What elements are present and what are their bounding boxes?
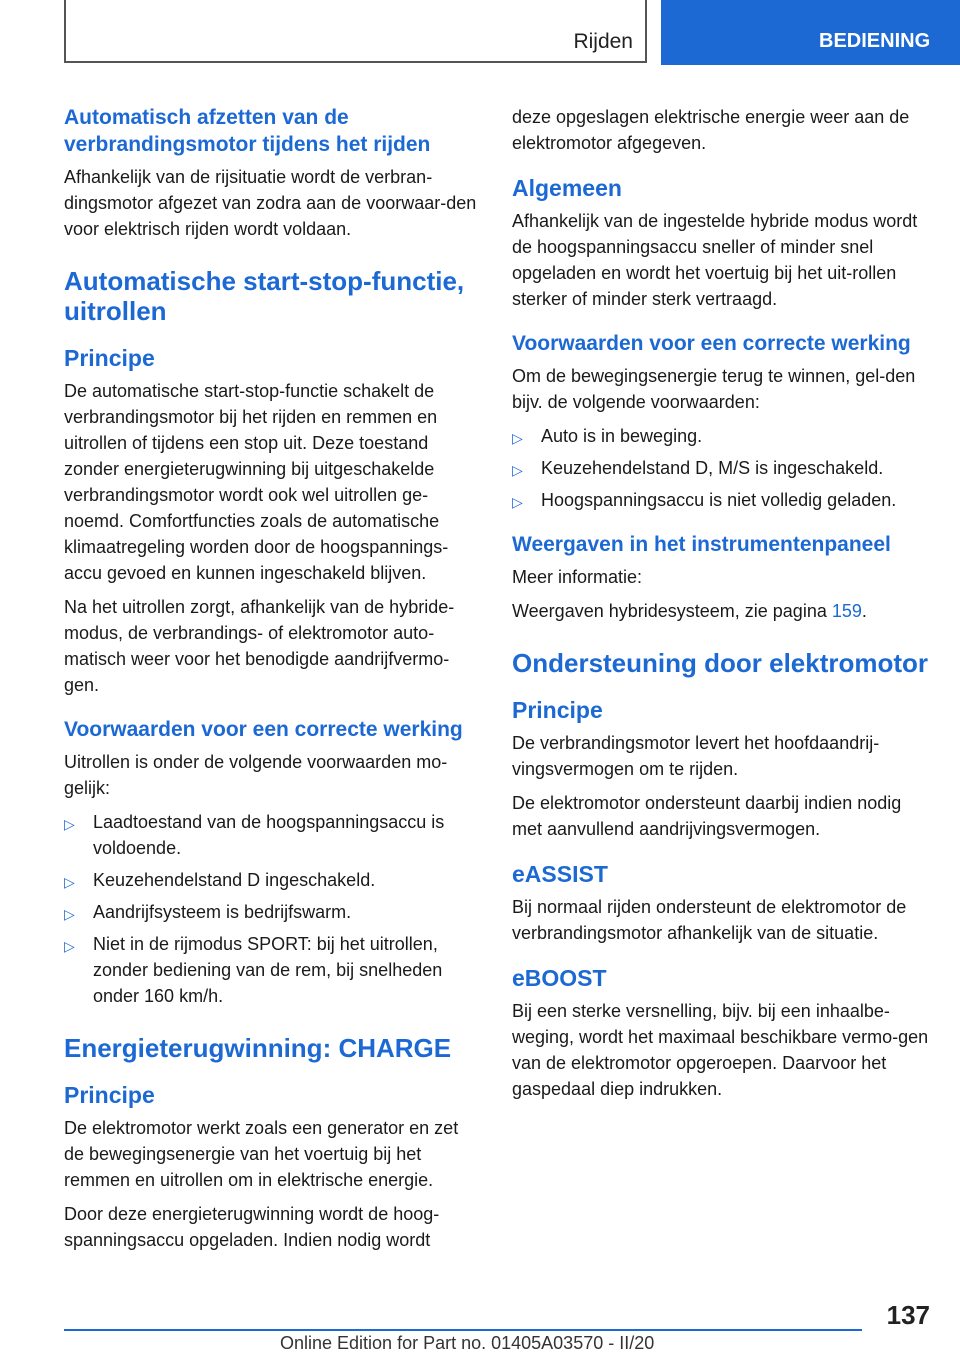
- heading-voorwaarden: Voorwaarden voor een correcte werking: [64, 718, 463, 741]
- list-item: [64, 931, 482, 1009]
- weergaven-text: Weergaven hybridesysteem, zie pagina: [512, 601, 832, 621]
- list-item-text: Keuzehendelstand D, M/S is ingeschakeld.: [541, 458, 884, 478]
- list-item-text: Niet in de rijmodus SPORT: bij het uitrollen, zonder bediening van de rem, bij snelheden onder 160 km/h.: [93, 934, 443, 1006]
- heading-weergaven: Weergaven in het instrumentenpaneel: [512, 533, 891, 556]
- header-chapter-title: BEDIENING: [819, 30, 931, 52]
- paragraph-algemeen: Afhankelijk van de ingestelde hybride modus wordt de hoogspanningsaccu sneller of minder snel opgeladen en wordt het voertuig bij het uit-rollen sterker of minder sterk vertraagd.: [512, 211, 918, 309]
- list-item: [512, 423, 932, 449]
- triangle-right-icon: ▷: [64, 816, 75, 832]
- paragraph-continued: deze opgeslagen elektrische energie weer aan de elektromotor afgegeven.: [512, 107, 910, 153]
- paragraph-voorwaarden-right: Om de bewegingsenergie terug te winnen, gel-den bijv. de volgende voorwaarden:: [512, 366, 916, 412]
- heading-charge: Energieterugwinning: CHARGE: [64, 1033, 452, 1063]
- footer-edition: Online Edition for Part no. 01405A03570 - II/20: [280, 1333, 655, 1353]
- paragraph-principe-2: Na het uitrollen zorgt, afhankelijk van de hybride-modus, de verbrandings- of elektromotor auto-matisch weer voor het benodigde aandrijfvermo-gen.: [64, 597, 455, 695]
- list-item-text: Hoogspanningsaccu is niet volledig geladen.: [541, 490, 897, 510]
- header-section-box: [64, 0, 647, 63]
- paragraph-auto-off: Afhankelijk van de rijsituatie wordt de verbran-dingsmotor afgezet van zodra aan de voorwaar-den voor elektrisch rijden wordt voldaan.: [64, 167, 477, 239]
- heading-principe-charge: Principe: [64, 1082, 155, 1108]
- paragraph-eboost: Bij een sterke versnelling, bijv. bij een inhaalbe-weging, wordt het maximaal beschikbare vermo-gen van de elektromotor opgeroepen. Daarvoor het gaspedaal diep indrukken.: [512, 1001, 929, 1099]
- heading-voorwaarden-right: Voorwaarden voor een correcte werking: [512, 332, 911, 355]
- page-number: 137: [886, 1300, 930, 1330]
- header-chapter-tab: [661, 0, 960, 65]
- list-item-text: Laadtoestand van de hoogspanningsaccu is voldoende.: [93, 812, 445, 858]
- paragraph-meer-informatie: Meer informatie:: [512, 567, 643, 587]
- weergaven-end: .: [861, 601, 867, 621]
- paragraph-charge-1: De elektromotor werkt zoals een generator en zet de bewegingsenergie van het voertuig bij het remmen en uitrollen om in elektrische energie.: [64, 1118, 459, 1190]
- list-item-text: Keuzehendelstand D ingeschakeld.: [93, 870, 376, 890]
- heading-auto-off: Automatisch afzetten van de verbrandingsmotor tijdens het rijden: [64, 106, 431, 156]
- heading-startstop: Automatische start-stop-functie, uitrollen: [64, 266, 465, 326]
- page-reference-link[interactable]: 159: [831, 601, 862, 621]
- triangle-right-icon: ▷: [64, 874, 75, 890]
- heading-eboost: eBOOST: [512, 965, 607, 991]
- header-section-title: Rijden: [573, 30, 633, 53]
- heading-ondersteuning: Ondersteuning door elektromotor: [512, 648, 929, 678]
- triangle-right-icon: ▷: [512, 430, 523, 446]
- list-item: [512, 455, 932, 481]
- list-item: [64, 867, 482, 893]
- paragraph-voorwaarden: Uitrollen is onder de volgende voorwaarden mo-gelijk:: [64, 752, 448, 798]
- list-item: [64, 809, 482, 861]
- triangle-right-icon: ▷: [512, 462, 523, 478]
- paragraph-principe-right-1: De verbrandingsmotor levert het hoofdaandrij-vingsvermogen om te rijden.: [512, 733, 880, 779]
- heading-principe-right: Principe: [512, 697, 603, 723]
- conditions-list-right: [512, 423, 932, 513]
- list-item: [512, 487, 932, 513]
- right-column: [512, 104, 932, 1110]
- paragraph-eassist: Bij normaal rijden ondersteunt de elektromotor de verbrandingsmotor afhankelijk van de situatie.: [512, 897, 907, 943]
- conditions-list: [64, 809, 482, 1009]
- list-item-text: Aandrijfsysteem is bedrijfswarm.: [93, 902, 352, 922]
- paragraph-principe-1: De automatische start-stop-functie schakelt de verbrandingsmotor bij het rijden en remmen en uitrollen of tijdens een stop uit. Deze toestand zonder energieterugwinning bij uitgeschakelde verbrandingsmotor wordt ook wel uitrollen ge-noemd. Comfortfuncties zoals de automatische klimaatregeling worden door de hoogspannings-accu gevoed en kunnen ingeschakeld blijven.: [64, 381, 449, 583]
- paragraph-weergaven: [512, 598, 932, 624]
- list-item: [64, 899, 482, 925]
- left-column: [64, 104, 482, 1261]
- triangle-right-icon: ▷: [512, 494, 523, 510]
- heading-eassist: eASSIST: [512, 861, 608, 887]
- heading-algemeen: Algemeen: [512, 175, 622, 201]
- paragraph-charge-2: Door deze energieterugwinning wordt de hoog-spanningsaccu opgeladen. Indien nodig wordt: [64, 1204, 440, 1250]
- triangle-right-icon: ▷: [64, 906, 75, 922]
- list-item-text: Auto is in beweging.: [541, 426, 703, 446]
- triangle-right-icon: ▷: [64, 938, 75, 954]
- paragraph-principe-right-2: De elektromotor ondersteunt daarbij indien nodig met aanvullend aandrijvingsvermogen.: [512, 793, 902, 839]
- heading-principe: Principe: [64, 345, 155, 371]
- footer-divider: [64, 1329, 862, 1331]
